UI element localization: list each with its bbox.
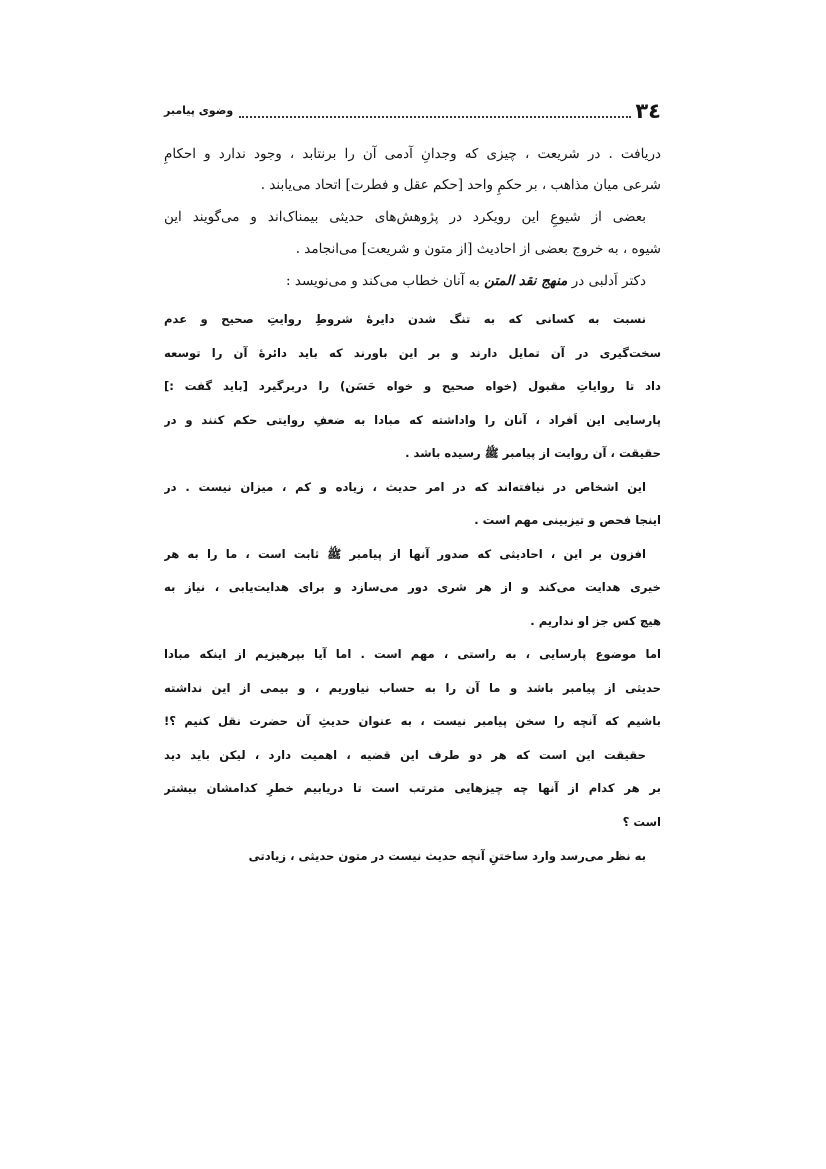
body-line — [164, 270, 646, 294]
book-title-emphasis: منهج نقد المتن — [484, 273, 568, 289]
quote-line: حقیقت این است که هر دو طرف این قضیه ، اهمیت دارد ، لیکن باید دید — [164, 748, 646, 762]
quote-line: حدیثی از پیامبر باشد و ما آن را به حساب نیاوریم ، و بیمی از این نداشته — [164, 681, 661, 695]
body-text: به آنان خطاب می‌کند و می‌نویسد : — [286, 273, 485, 289]
quote-line: به نظر می‌رسد وارد ساختنِ آنچه حدیث نیست در متون حدیثی ، زیادتی — [248, 849, 646, 863]
page-number: ٣٤ — [635, 99, 661, 123]
quote-line: افزون بر این ، احادیثی که صدور آنها از پیامبر ﷺ ثابت است ، ما را به هر — [164, 547, 646, 561]
running-book-title: وضوی پیامبر — [164, 104, 234, 117]
quote-line: باشیم که آنچه را سخن پیامبر نیست ، به عنوان حدیثِ آن حضرت نقل کنیم ؟! — [164, 714, 661, 728]
quote-line: داد تا روایاتِ مقبول (خواه صحیح و خواه حَسَن) را دربرگیرد [باید گفت :] — [164, 379, 661, 393]
quote-line: حقیقت ، آن روایت از پیامبر ﷺ رسیده باشد . — [405, 446, 661, 460]
quote-line: است ؟ — [622, 815, 661, 829]
body-line: شیوه ، به خروج بعضی از احادیث [از متون و شریعت] می‌انجامد . — [295, 241, 661, 257]
quote-line: سخت‌گیری در آن تمایل دارند و بر این باورند که باید دائرهٔ آن را توسعه — [164, 346, 661, 360]
body-text: دکتر اَدلبی در — [567, 273, 646, 289]
quote-line: هیچ کس جز او نداریم . — [530, 614, 661, 628]
quote-line: این اشخاص در نیافته‌اند که در امر حدیث ، زیاده و کم ، میزان نیست . در — [164, 480, 646, 494]
quote-line: بر هر کدام از آنها چه چیزهایی مترتب است تا دریابیم خطرِ کدامشان بیشتر — [164, 781, 661, 795]
quote-line: اینجا فحص و تیزبینی مهم است . — [474, 513, 661, 527]
quote-line: خیری هدایت می‌کند و از هر شری دور می‌سازد و برای هدایت‌یابی ، نیاز به — [164, 580, 661, 594]
quote-line: پارسایی این اَفراد ، آنان را واداشته که مبادا به ضعفِ روایتی حکم کنند و در — [164, 413, 661, 427]
quote-line: اما موضوع پارسایی ، به راستی ، مهم است . اما آیا بپرهیزیم از اینکه مبادا — [164, 647, 661, 661]
body-line: بعضی از شیوعِ این رویکرد در پژوهش‌های حدیثی بیمناک‌اند و می‌گویند این — [164, 209, 646, 225]
dotted-leader — [239, 114, 631, 118]
quote-line: نسبت به کسانی که به تنگ شدن دایرهٔ شروطِ روایتِ صحیح و عدم — [164, 312, 646, 326]
body-line: شرعی میان مذاهب ، بر حکمِ واحد [حکم عقل و فطرت] اتحاد می‌یابند . — [260, 177, 661, 193]
running-header — [164, 98, 661, 124]
body-line: دریافت . در شریعت ، چیزی که وجدانِ آدمی آن را برنتابد ، وجود ندارد و احکامِ — [164, 146, 661, 162]
